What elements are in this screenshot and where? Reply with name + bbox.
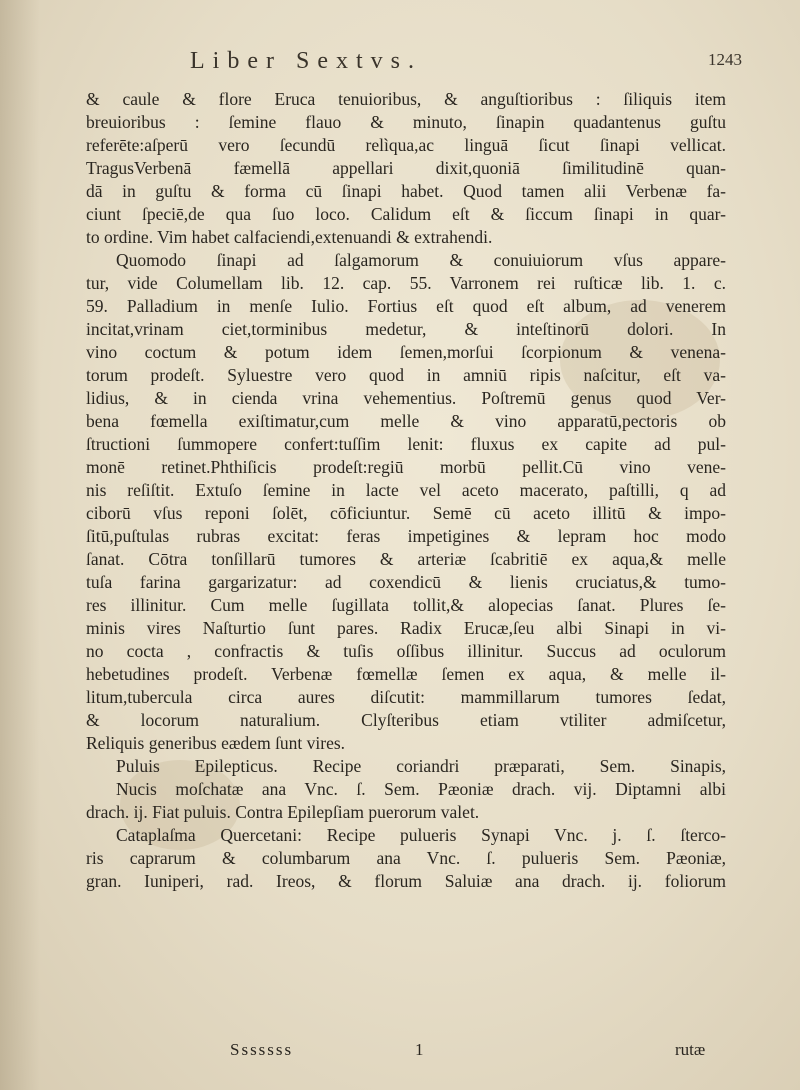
signature-number: 1: [415, 1040, 424, 1059]
signature-mark: Sssssss: [230, 1040, 294, 1059]
text-line: to ordine. Vim habet calfaciendi,extenuandi & extrahendi.: [86, 227, 493, 247]
text-line: Quomodo ſinapi ad ſalgamorum & conuiuiorum vſus appare-: [116, 250, 726, 270]
text-line: nis reſiſtit. Extuſo ſemine in lacte vel aceto macerato, paſtilli, q ad: [86, 480, 726, 500]
text-line: monē retinet.Phthiſicis prodeſt:regiū morbū pellit.Cū vino vene-: [86, 457, 726, 477]
text-line: Cataplaſma Quercetani: Recipe pulueris Synapi Vnc. j. ſ. ſterco-: [116, 825, 726, 845]
text-line: ſanat. Cōtra tonſillarū tumores & arteriæ ſcabritiē ex aqua,& melle: [86, 549, 726, 569]
text-line: breuioribus : ſemine flauo & minuto, ſinapin quadantenus guſtu: [86, 112, 726, 132]
page-number: 1243: [708, 50, 742, 69]
text-line: res illinitur. Cum melle ſugillata tollit,& alopecias ſanat. Plures ſe-: [86, 595, 726, 615]
text-line: Puluis Epilepticus. Recipe coriandri præparati, Sem. Sinapis,: [116, 756, 726, 776]
text-line: ciunt ſpeciē,de qua ſuo loco. Calidum eſt & ſiccum ſinapi in quar-: [86, 204, 726, 224]
text-line: bena fœmella exiſtimatur,cum melle & vino apparatū,pectoris ob: [86, 411, 726, 431]
text-line: Reliquis generibus eædem ſunt vires.: [86, 733, 346, 753]
text-line: ciborū vſus reponi ſolēt, cōficiuntur. Semē cū aceto illitū & impo-: [86, 503, 726, 523]
text-line: referēte:aſperū vero ſecundū relìqua,ac linguā ſicut ſinapi vellicat.: [86, 135, 726, 155]
body-text: [86, 88, 726, 893]
text-line: tuſa farina gargarizatur: ad coxendicū & lienis cruciatus,& tumo-: [86, 572, 726, 592]
spine-shadow: [0, 0, 40, 1090]
text-line: ſitū,puſtulas rubras excitat: feras impetigines & lepram hoc modo: [86, 526, 726, 546]
text-line: & caule & flore Eruca tenuioribus, & anguſtioribus : ſiliquis item: [86, 89, 726, 109]
text-line: incitat,vrinam ciet,torminibus medetur, & inteſtinorū dolori. In: [86, 319, 726, 339]
text-line: gran. Iuniperi, rad. Ireos, & florum Saluiæ ana drach. ij. foliorum: [86, 871, 726, 891]
text-line: lidius, & in cienda vrina vehementius. Poſtremū genus quod Ver-: [86, 388, 726, 408]
text-line: ris caprarum & columbarum ana Vnc. ſ. pulueris Sem. Pæoniæ,: [86, 848, 726, 868]
text-line: dā in guſtu & forma cū ſinapi habet. Quod tamen alii Verbenæ fa-: [86, 181, 726, 201]
text-line: litum,tubercula circa aures diſcutit: mammillarum tumores ſedat,: [86, 687, 726, 707]
running-title: Liber Sextvs.: [190, 48, 422, 74]
text-line: vino coctum & potum idem ſemen,morſui ſcorpionum & venena-: [86, 342, 726, 362]
text-line: torum prodeſt. Syluestre vero quod in amniū ripis naſcitur, eſt va-: [86, 365, 726, 385]
text-line: Nucis moſchatæ ana Vnc. ſ. Sem. Pæoniæ drach. vij. Diptamni albi: [116, 779, 726, 799]
text-line: hebetudines prodeſt. Verbenæ fœmellæ ſemen ex aqua, & melle il-: [86, 664, 726, 684]
text-line: drach. ij. Fiat puluis. Contra Epilepſiam puerorum valet.: [86, 802, 480, 822]
text-line: minis vires Naſturtio ſunt pares. Radix Erucæ,ſeu albi Sinapi in vi-: [86, 618, 726, 638]
text-line: no cocta , confractis & tuſis oſſibus illinitur. Succus ad oculorum: [86, 641, 726, 661]
text-line: & locorum naturalium. Clyſteribus etiam vtiliter admiſcetur,: [86, 710, 726, 730]
text-line: 59. Palladium in menſe Iulio. Fortius eſt quod eſt album, ad venerem: [86, 296, 726, 316]
text-line: tur, vide Columellam lib. 12. cap. 55. Varronem rei ruſticæ lib. 1. c.: [86, 273, 726, 293]
text-line: ſtructioni ſummopere confert:tuſſim lenit: fluxus ex capite ad pul-: [86, 434, 726, 454]
text-line: TragusVerbenā fæmellā appellari dixit,quoniā ſimilitudinē quan-: [86, 158, 726, 178]
catchword: rutæ: [675, 1040, 706, 1059]
